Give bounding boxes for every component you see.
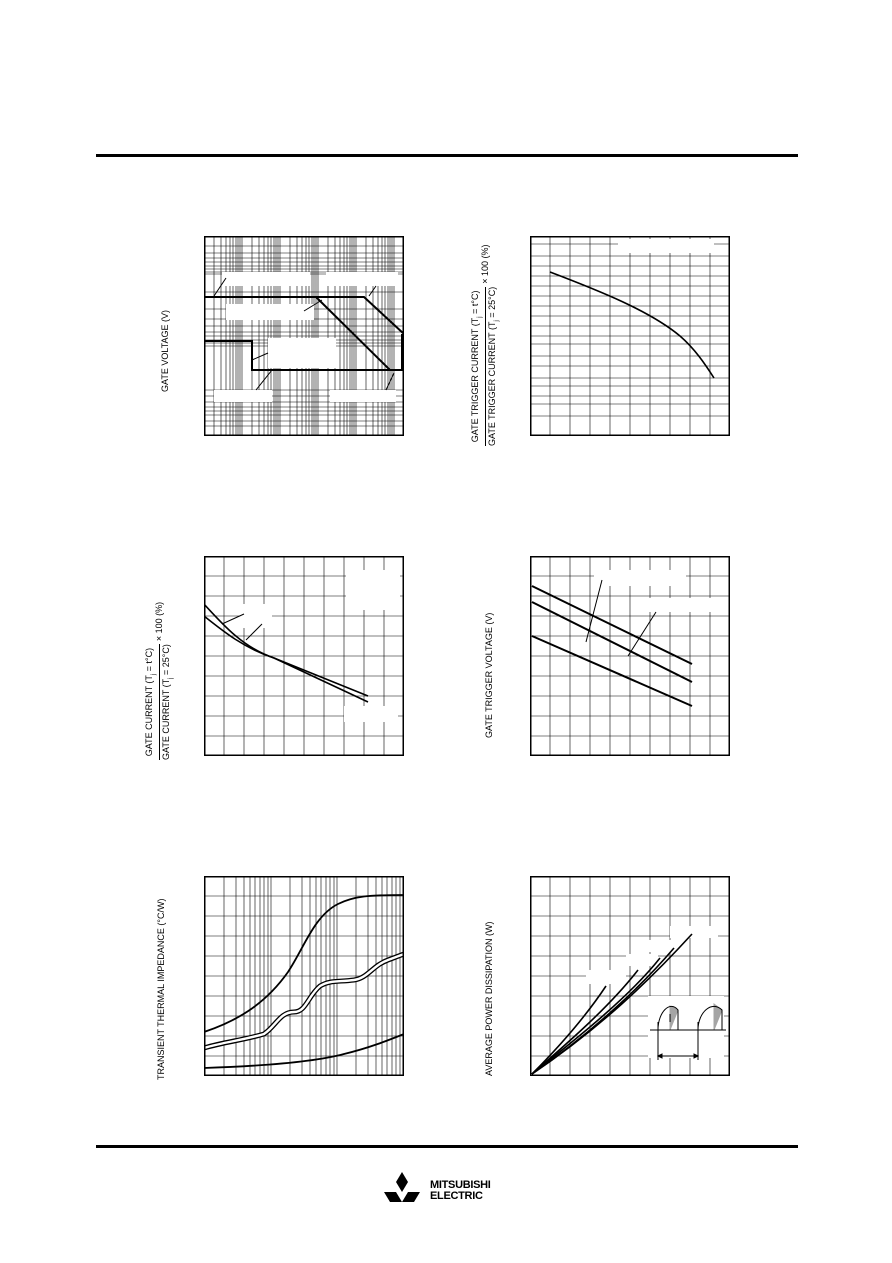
- gate-current-curves: [204, 604, 368, 702]
- thermal-impedance-curves: [204, 895, 404, 1068]
- gate-trigger-voltage-plot: [530, 556, 730, 756]
- junction-to-ambient-curve: [204, 895, 404, 1032]
- gate-trigger-current-fraction: GATE TRIGGER CURRENT $(T_j = t^\circ C)$ GATE TRIGGER CURRENT $(T_j = 25^\circ C)$: [470, 286, 500, 446]
- brand-wordmark: [430, 1180, 491, 1202]
- gate-current-fraction: GATE CURRENT $(T_j = t^\circ C)$ GATE CURRENT $(T_j = 25^\circ C)$: [144, 644, 174, 760]
- gate-trigger-current-axis-label: GATE TRIGGER CURRENT $(T_j = t^\circ C)$ GATE TRIGGER CURRENT $(T_j = 25^\circ C)$ × 100 (%): [470, 244, 500, 446]
- grid: [204, 236, 404, 436]
- header-rule: [96, 154, 798, 157]
- gate-current-axis-label: GATE CURRENT $(T_j = t^\circ C)$ GATE CURRENT $(T_j = 25^\circ C)$ × 100 (%): [144, 601, 174, 760]
- gate-trigger-current-plot: [530, 236, 730, 436]
- annotation-box: [618, 239, 714, 253]
- thermal-impedance-axis-label: TRANSIENT THERMAL IMPEDANCE (°C/W): [156, 898, 166, 1080]
- gate-characteristics-plot: [204, 236, 404, 436]
- gate-trigger-current-chart: [530, 236, 730, 436]
- grid: [530, 236, 730, 436]
- thermal-impedance-plot: [204, 876, 404, 1076]
- power-dissipation-plot: [530, 876, 730, 1076]
- power-curve-30deg: [532, 986, 606, 1074]
- gate-trigger-voltage-chart: [530, 556, 730, 756]
- thermal-impedance-chart: [204, 876, 404, 1076]
- power-dissipation-chart: [530, 876, 730, 1076]
- brand-line-1: MITSUBISHI: [430, 1179, 491, 1191]
- gate-current-curve-1: [204, 604, 368, 696]
- power-dissipation-axis-label: AVERAGE POWER DISSIPATION (W): [484, 921, 494, 1076]
- gate-curves: [204, 278, 404, 390]
- brand-line-2: ELECTRIC: [430, 1190, 483, 1202]
- footer-rule: [96, 1145, 798, 1148]
- annotation-boxes: [586, 926, 724, 1058]
- trigger-current-curve: [550, 272, 714, 378]
- gate-voltage-axis-label: GATE VOLTAGE (V): [160, 309, 170, 392]
- gate-characteristics-chart: [204, 236, 404, 436]
- vgt-max-line: [532, 586, 692, 664]
- gate-current-chart: [204, 556, 404, 756]
- junction-to-case-curve: [204, 954, 404, 1048]
- gate-trigger-voltage-axis-label: GATE TRIGGER VOLTAGE (V): [484, 612, 494, 738]
- gate-current-plot: [204, 556, 404, 756]
